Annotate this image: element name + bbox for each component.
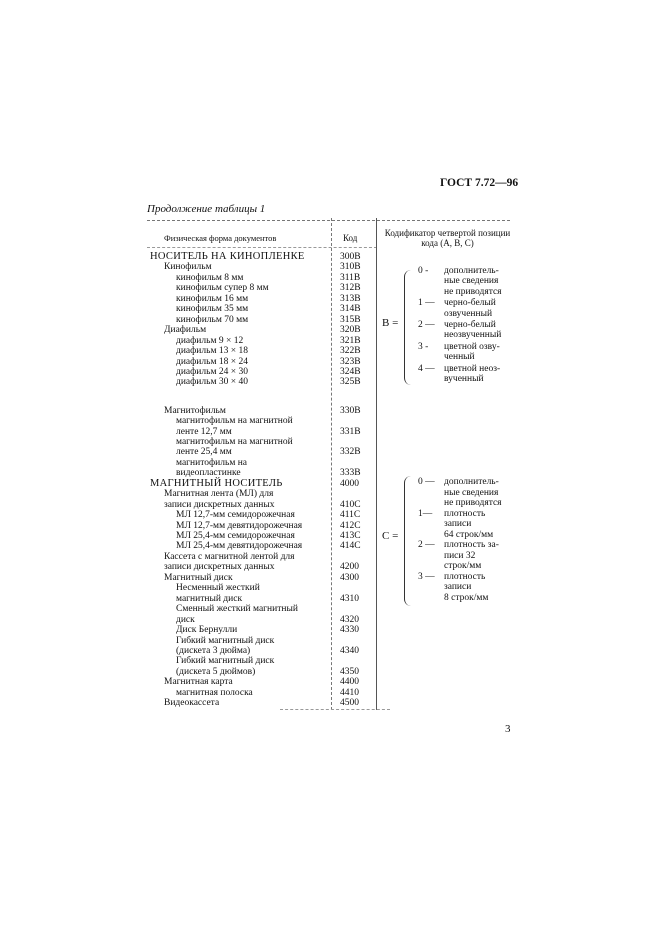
- form-code: 310В: [340, 262, 361, 273]
- page-number: 3: [505, 723, 511, 735]
- codifier-value: 1—: [418, 508, 433, 519]
- form-code: 4320: [340, 614, 359, 625]
- codifier-description: дополнитель-: [444, 477, 499, 487]
- form-name: Магнитофильм: [164, 405, 226, 416]
- form-name: магнитофильм на магнитной: [176, 416, 293, 427]
- codifier-description: плотность: [444, 571, 486, 582]
- form-code: 322В: [340, 346, 361, 357]
- form-code: 4000: [340, 478, 359, 489]
- form-code: 324В: [340, 366, 361, 377]
- form-name: записи дискретных данных: [164, 499, 275, 510]
- section-heading: МАГНИТНЫЙ НОСИТЕЛЬ: [150, 477, 283, 489]
- codifier-description: писи 32: [444, 550, 476, 561]
- codifier-value: 2 —: [418, 540, 435, 550]
- codifier-description: ные сведения: [444, 276, 499, 287]
- form-name: диафильм 18 × 24: [176, 356, 248, 367]
- codifier-description: ные сведения: [444, 487, 499, 498]
- codifier-value: 0 —: [418, 477, 435, 487]
- form-name: Диафильм: [164, 325, 207, 336]
- form-name: Сменный жесткий магнитный: [176, 604, 298, 615]
- codifier-b-label: В =: [382, 317, 399, 329]
- table-continuation-caption: Продолжение таблицы 1: [147, 203, 266, 215]
- form-code: 4330: [340, 625, 359, 636]
- form-name: Кинофильм: [164, 262, 212, 273]
- form-code: 333В: [340, 468, 361, 479]
- form-name: МЛ 12,7-мм девятидорожечная: [176, 520, 303, 531]
- form-name: диафильм 9 × 12: [176, 335, 244, 346]
- form-code: 414С: [340, 541, 361, 552]
- codifier-description: записи: [444, 519, 472, 529]
- form-name: диафильм 13 × 18: [176, 346, 248, 357]
- form-name: Диск Бернулли: [176, 625, 238, 636]
- form-code: 4200: [340, 562, 359, 573]
- codifier-description: озвученный: [444, 308, 493, 319]
- form-code: 4340: [340, 645, 359, 656]
- form-name: (дискета 3 дюйма): [176, 645, 251, 656]
- form-code: 411С: [340, 510, 361, 521]
- form-code: 314В: [340, 304, 361, 315]
- codifier-description: ченный: [444, 352, 475, 363]
- form-code: 321В: [340, 335, 361, 346]
- form-code: 311В: [340, 272, 361, 283]
- codifier-description: плотность за-: [444, 540, 499, 550]
- codifier-description: цветной неоз-: [444, 363, 501, 374]
- codifier-value: 4 —: [418, 363, 435, 374]
- section-heading: НОСИТЕЛЬ НА КИНОПЛЕНКЕ: [150, 251, 305, 262]
- form-name: диафильм 24 × 30: [176, 366, 248, 377]
- form-name: магнитный диск: [176, 593, 243, 604]
- form-code: 413С: [340, 531, 361, 541]
- codifier-description: записи: [444, 582, 472, 592]
- form-code: 312В: [340, 283, 361, 294]
- form-name: кинофильм 35 мм: [176, 304, 249, 315]
- standard-designation: ГОСТ 7.72—96: [440, 177, 519, 189]
- codifier-description: строк/мм: [444, 561, 482, 571]
- form-name: Гибкий магнитный диск: [176, 656, 275, 667]
- form-name: диафильм 30 × 40: [176, 377, 248, 388]
- codifier-description: дополнитель-: [444, 266, 499, 276]
- form-code: 332В: [340, 447, 361, 458]
- codifier-value: 3 —: [418, 571, 435, 582]
- codifier-b-brace: [404, 270, 411, 385]
- codifier-c-label: С =: [382, 530, 399, 542]
- form-name: видеопластинке: [176, 468, 241, 479]
- form-name: Кассета с магнитной лентой для: [164, 551, 295, 562]
- form-code: 4310: [340, 593, 359, 604]
- form-code: 4400: [340, 677, 359, 688]
- column-header-form: Физическая форма документов: [164, 233, 277, 243]
- form-code: 4300: [340, 572, 359, 583]
- form-code: 330В: [340, 405, 361, 416]
- table-bottom-rule: [280, 709, 390, 710]
- codifier-value: 1 —: [418, 298, 435, 309]
- codifier-description: вученный: [444, 373, 484, 384]
- form-name: ленте 25,4 мм: [176, 447, 232, 458]
- codifier-description: цветной озву-: [444, 341, 500, 352]
- codifier-value: 3 -: [418, 341, 429, 352]
- header-rule: [147, 247, 377, 248]
- form-code: 300В: [340, 252, 361, 262]
- form-code: 313В: [340, 293, 361, 304]
- codifier-description: черно-белый: [444, 320, 496, 330]
- form-name: магнитная полоска: [176, 687, 253, 698]
- form-code: 320В: [340, 325, 361, 336]
- form-name: Гибкий магнитный диск: [176, 635, 275, 646]
- codifier-description: не приводятся: [444, 498, 502, 508]
- form-code: 323В: [340, 356, 361, 367]
- form-code: 412С: [340, 520, 361, 531]
- form-name: (дискета 5 дюймов): [176, 666, 256, 677]
- codifier-value: 0 -: [418, 266, 429, 276]
- form-name: Магнитная карта: [164, 677, 233, 688]
- form-code: 315В: [340, 314, 361, 325]
- form-name: магнитофильм на магнитной: [176, 436, 293, 447]
- form-name: МЛ 25,4-мм семидорожечная: [176, 531, 295, 541]
- form-code: 331В: [340, 426, 361, 437]
- form-name: Магнитный диск: [164, 572, 233, 583]
- form-name: Видеокассета: [164, 698, 220, 709]
- form-code: 410С: [340, 499, 361, 510]
- form-name: кинофильм супер 8 мм: [176, 283, 269, 294]
- form-name: диск: [176, 614, 195, 625]
- form-name: МЛ 25,4-мм девятидорожечная: [176, 541, 303, 552]
- form-name: кинофильм 16 мм: [176, 293, 249, 304]
- form-code: 4410: [340, 687, 359, 698]
- codifier-description: 64 строк/мм: [444, 529, 494, 540]
- form-name: кинофильм 70 мм: [176, 314, 249, 325]
- column-header-codifier: Кодификатор четвертой позиции кода (А, В, С): [384, 228, 511, 248]
- column-header-code: Код: [343, 233, 358, 243]
- form-code: 4350: [340, 666, 359, 677]
- form-name: Несменный жесткий: [176, 583, 260, 594]
- form-name: кинофильм 8 мм: [176, 272, 244, 283]
- codifier-description: черно-белый: [444, 298, 496, 309]
- codifier-description: неозвученный: [444, 330, 502, 341]
- form-name: ленте 12,7 мм: [176, 426, 232, 437]
- form-name: МЛ 12,7-мм семидорожечная: [176, 510, 295, 521]
- codifier-description: плотность: [444, 508, 486, 519]
- codifier-value: 2 —: [418, 320, 435, 330]
- table-top-rule: [147, 220, 510, 221]
- column-divider-codifier: [376, 218, 377, 710]
- form-code: 4500: [340, 698, 359, 709]
- codifier-description: 8 строк/мм: [444, 592, 489, 603]
- codifier-c-brace: [404, 476, 411, 606]
- codifier-description: не приводятся: [444, 286, 502, 297]
- column-divider-code: [331, 218, 332, 710]
- form-code: 325В: [340, 377, 361, 388]
- form-name: записи дискретных данных: [164, 562, 275, 573]
- form-name: магнитофильм на: [176, 457, 248, 468]
- form-name: Магнитная лента (МЛ) для: [164, 489, 274, 500]
